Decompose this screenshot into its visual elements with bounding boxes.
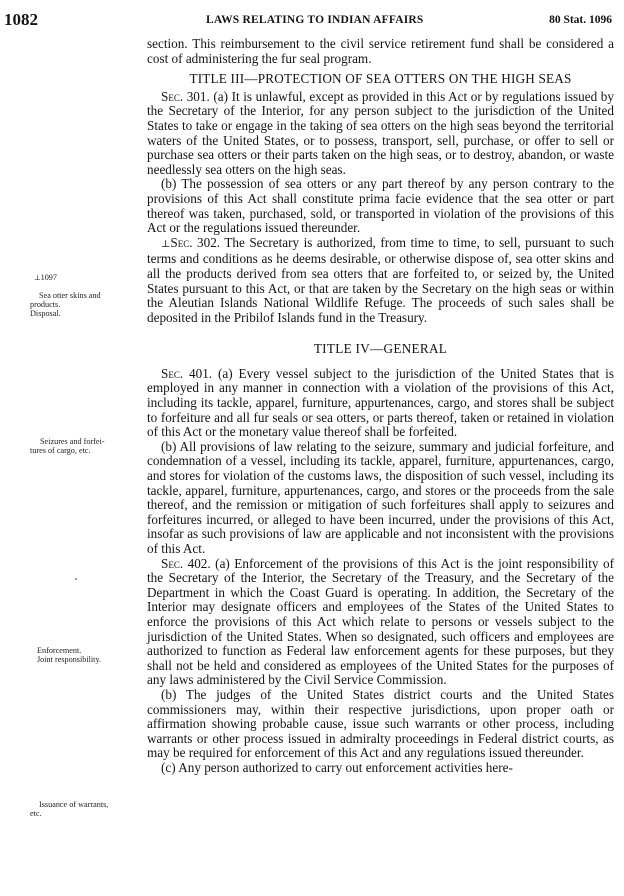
running-title: LAWS RELATING TO INDIAN AFFAIRS (206, 14, 424, 26)
page-marker-number: 1097 (40, 273, 57, 282)
section-402-label: Sec. 402. (161, 555, 211, 571)
margin-note-enforcement: Enforcement. Joint responsibility. (37, 646, 102, 665)
margin-note-seizures: Seizures and forfei- tures of cargo, etc. (30, 437, 105, 456)
section-401-a: Sec. 401. (a) Every vessel subject to the jurisdiction of the United States that is employed in any manner in connection with a violation of the provisions of this Act, including its tackle, apparel, furniture, appurtenances, cargo, and stores shall be subject to forfeiture and all fur seals or sea otters, or parts thereof, taken or retained in violation of this Act or the monetary value thereof shall be forfeited. (147, 365, 614, 440)
section-402-b: (b) The judges of the United States district courts and the United States commissioners may, within their respective jurisdictions, upon proper oath or affirmation showing probable cause, issue such warrants or other process, including warrants or other process issued in admiralty proceedings in Federal district courts, as may be required for enforcement of this Act and any regulations issued thereunder. (147, 686, 614, 761)
page-number: 1082 (4, 10, 38, 29)
running-header (0, 10, 624, 32)
margin-note-sea-otter-disposal: Sea otter skins and products. Disposal. (30, 291, 101, 319)
section-301-label: Sec. 301. (161, 88, 210, 104)
statute-text (147, 37, 614, 776)
section-401-label: Sec. 401. (161, 365, 213, 381)
page-marker-note: ⊥1097 (34, 273, 57, 282)
section-301-a: Sec. 301. (a) It is unlawful, except as provided in this Act or by regulations issued by the Secretary of the Interior, for any person subject to the jurisdiction of the United States to take or engage in the taking of sea otters on the high seas beyond the territorial waters of the United States, or to possess, transport, sell, purchase, or offer to sell or purchase sea otters or their parts taken on the high seas, or to destroy, abandon, or waste needlessly sea otters on the high seas. (147, 88, 614, 177)
section-302: ⊥Sec. 302. The Secretary is authorized, from time to time, to sell, pursuant to such terms and conditions as he deems desirable, or otherwise dispose of, sea otter skins and all the products derived from sea otters that are forfeited to, or seized by, the United States pursuant to this Act, or that are taken by the Secretary on the high seas or within the Aleutian Islands National Wildlife Refuge. The proceeds of such sales shall be deposited in the Pribilof Islands fund in the Treasury. (147, 234, 614, 325)
section-402-c: (c) Any person authorized to carry out enforcement activities here- (161, 759, 513, 775)
statute-reference: 80 Stat. 1096 (549, 14, 612, 26)
section-401-b: (b) All provisions of law relating to the seizure, summary and judicial forfeiture, and condemnation of a vessel, including its tackle, apparel, furniture, appurtenances, cargo, and stores for violation of the customs laws, the disposition of such vessel, including its tackle, apparel, furniture, appurtenances, cargo, and stores or the proceeds from the sale thereof, and the remission or mitigation of such forfeitures shall apply to seizures and forfeitures incurred, or alleged to have been incurred, under the provisions of this Act, insofar as such provisions of law are applicable and not inconsistent with the provisions of this Act. (147, 438, 614, 556)
section-302-label: Sec. 302. (170, 234, 221, 250)
title-four-heading: TITLE IV—GENERAL (313, 341, 448, 357)
title-three-heading: TITLE III—PROTECTION OF SEA OTTERS ON THE HIGH SEAS (189, 71, 572, 87)
section-402-a: Sec. 402. (a) Enforcement of the provisions of this Act is the joint responsibility of the Secretary of the Interior, the Secretary of the Treasury, and the Secretary of the Department in which the Coast Guard is operating. In addition, the Secretary of the Interior may designate officers and employees of the States of the United States to enforce the provisions of this Act which relate to persons or vessels subject to the jurisdiction of the United States. When so designated, such officers and employees are authorized to function as Federal law enforcement agents for these purposes, but they shall not be held and considered as employees of the United States for the purposes of any laws administered by the Civil Service Commission. (147, 555, 614, 688)
intro-paragraph: section. This reimbursement to the civil service retirement fund shall be considered a cost of administering the fur seal program. (147, 36, 614, 66)
margin-note-warrants: Issuance of warrants, etc. (30, 800, 109, 819)
margin-mark (75, 578, 77, 580)
section-301-b: (b) The possession of sea otters or any part thereof by any person contrary to the provisions of this Act shall constitute prima facie evidence that the sea otter or part thereof was taken, purchased, sold, or transported in violation of the provisions of this Act or the regulations issued thereunder. (147, 176, 614, 236)
